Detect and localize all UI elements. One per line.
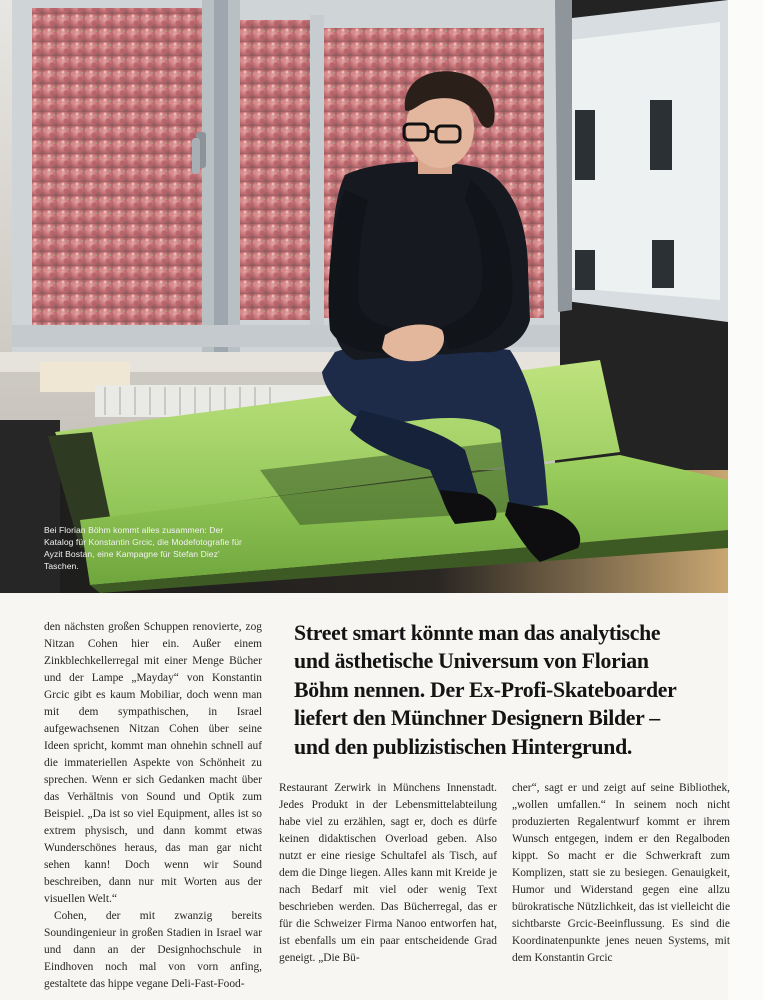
pull-quote: [294, 619, 744, 761]
paragraph: den nächsten großen Schuppen renovierte, zog Nitzan Cohen hier ein. Außer einem Zinkblechkellerregal mit einer Menge Bücher und der Lampe „Mayday“ von Konstantin Grcic gibt es kaum Mobiliar, doch wenn man mit dem sympathischen, in Israel aufgewachsenen Nitzan Cohen über seine Ideen spricht, kommt man ohnehin schnell auf die immateriellen Aspekte von Schönheit zu sprechen. Wenn er sich Gedanken macht über das Verhältnis von Sound und Optik zum Beispiel. „Da ist so viel Equipment, alles ist so extrem physisch, und dann kommt etwas Wunderschönes heraus, das man gar nicht sehen kann! Doch wenn wir Sound beschreiben, dann nur mit Worten aus der visuellen Welt.“: [44, 621, 262, 905]
pull-quote-line: und ästhetische Universum von Florian: [294, 649, 649, 674]
paragraph: Restaurant Zerwirk in Münchens Innenstadt. Jedes Produkt in der Lebensmittelabteilung habe viel zu erzählen, sagt er, doch es dürfe keinen didaktischen Overload geben. Also nutzt er eine riesige Schultafel als Tisch, auf dem die Dinge liegen. Alles kann mit Kreide je nach Bedarf mit viel oder wenig Text beschrieben werden. Das Bücherregal, das er für die Schweizer Firma Nanoo entworfen hat, ist ebenfalls um ein paar entscheidende Grad geneigt. „Die Bü-: [279, 782, 497, 964]
article-column-3: [512, 780, 730, 967]
pull-quote-line: Böhm nennen. Der Ex-Profi-Skateboarder: [294, 677, 677, 702]
pull-quote-line: liefert den Münchner Designern Bilder –: [294, 706, 660, 731]
paragraph: cher“, sagt er und zeigt auf seine Bibliothek, „wollen umfallen.“ In seinem noch nicht produzierten Regalentwurf kommt er ihrem Wunsch entgegen, indem er den Regalboden kippt. So macht er die Schwerkraft zum Komplizen, statt sie zu besiegen. Genauigkeit, Humor und Widerstand gegen eine allzu bürokratische Nützlichkeit, das ist vielleicht die sichtbarste Grcic-Beeinflussung. Es sind die Koordinatenpunkte jenes neuen Systems, mit dem Konstantin Grcic: [512, 782, 730, 964]
page-margin: [728, 0, 763, 1000]
article-column-1: [44, 619, 262, 993]
pull-quote-line: und den publizistischen Hintergrund.: [294, 734, 633, 759]
paragraph: Cohen, der mit zwanzig bereits Soundingenieur in großen Stadien in Israel war und dann an der Designhochschule in Eindhoven noch mal von vorn anfing, gestaltete das hippe vegane Deli-Fast-Food-: [44, 910, 262, 990]
pull-quote-line: Street smart könnte man das analytische: [294, 621, 661, 645]
photo-caption: Bei Florian Böhm kommt alles zusammen: Der Katalog für Konstantin Grcic, die Modefotografie für Ayzit Bostan, eine Kampagne für Stefan Diez' Taschen.: [44, 525, 242, 571]
article-column-2: [279, 780, 497, 967]
